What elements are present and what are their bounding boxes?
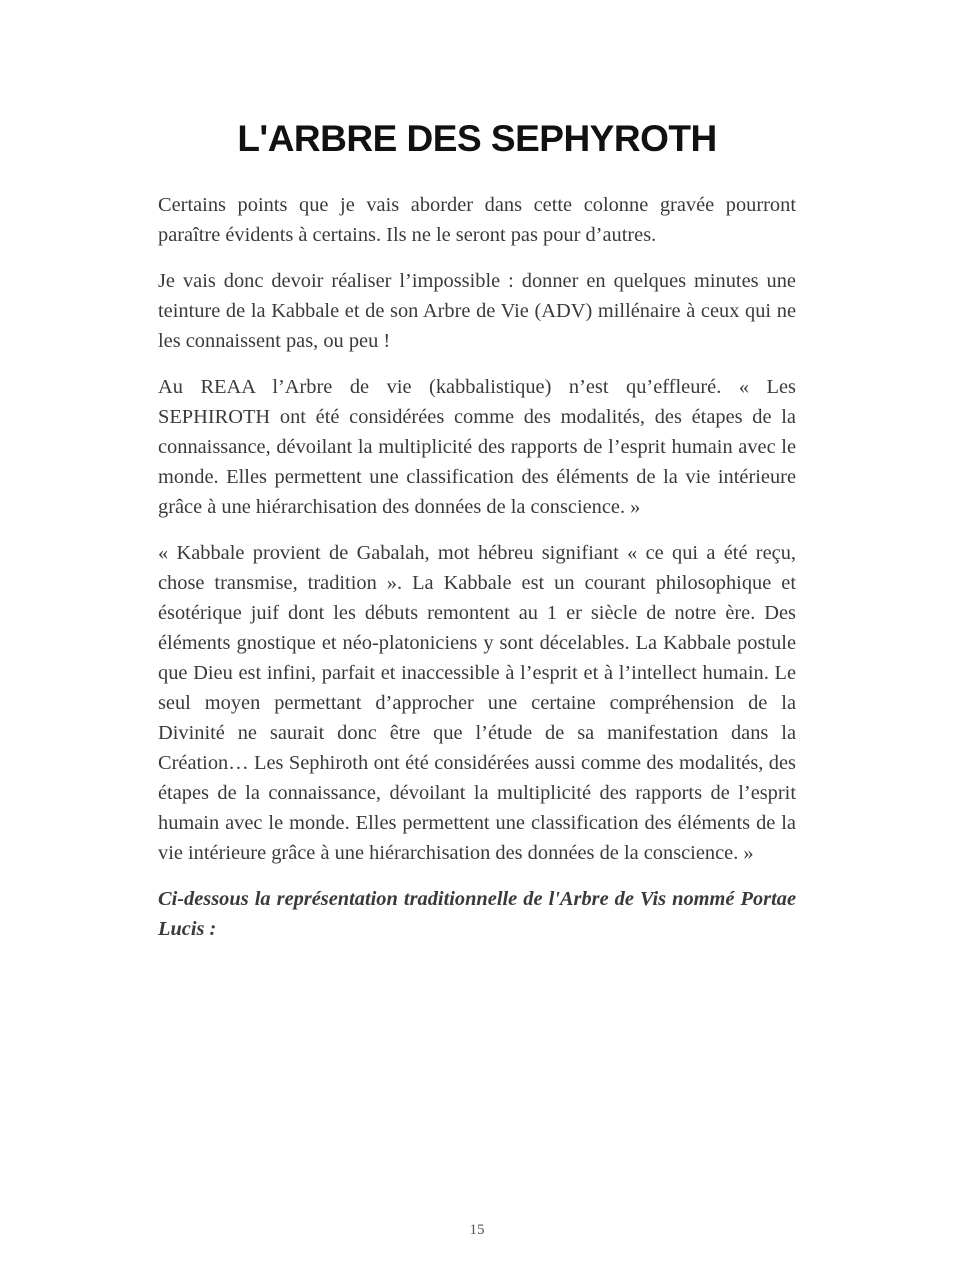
- paragraph-2: Je vais donc devoir réaliser l’impossible : donner en quelques minutes une teinture de la Kabbale et de son Arbre de Vie (ADV) millénaire à ceux qui ne les connaissent pas, ou peu !: [158, 270, 796, 352]
- page-number: 15: [469, 1222, 485, 1238]
- paragraph-4: « Kabbale provient de Gabalah, mot hébreu signifiant « ce qui a été reçu, chose transmise, tradition ». La Kabbale est un courant philosophique et ésotérique juif dont les débuts remontent au 1 er siècle de notre ère. Des éléments gnostique et néo-platoniciens y sont décelables. La Kabbale postule que Dieu est infini, parfait et inaccessible à l’esprit et à l’intellect humain. Le seul moyen permettant d’approcher une certaine compréhension de la Divinité ne saurait donc être que l’étude de sa manifestation dans la Création… Les Sephiroth ont été considérées aussi comme des modalités, des étapes de la connaissance, dévoilant la multiplicité des rapports de l’esprit humain avec le monde. Elles permettent une classification des éléments de la vie intérieure grâce à une hiérarchisation des données de la conscience. »: [158, 542, 796, 864]
- body-text: [158, 190, 796, 960]
- page-title: L'ARBRE DES SEPHYROTH: [237, 118, 717, 159]
- paragraph-1: Certains points que je vais aborder dans cette colonne gravée pourront paraître évidents à certains. Ils ne le seront pas pour d’autres.: [158, 194, 796, 246]
- paragraph-3: Au REAA l’Arbre de vie (kabbalistique) n’est qu’effleuré. « Les SEPHIROTH ont été considérées comme des modalités, des étapes de la connaissance, dévoilant la multiplicité des rapports de l’esprit humain avec le monde. Elles permettent une classification des éléments de la vie intérieure grâce à une hiérarchisation des données de la conscience. »: [158, 376, 796, 518]
- figure-caption: Ci-dessous la représentation traditionnelle de l'Arbre de Vis nommé Portae Lucis :: [158, 888, 796, 940]
